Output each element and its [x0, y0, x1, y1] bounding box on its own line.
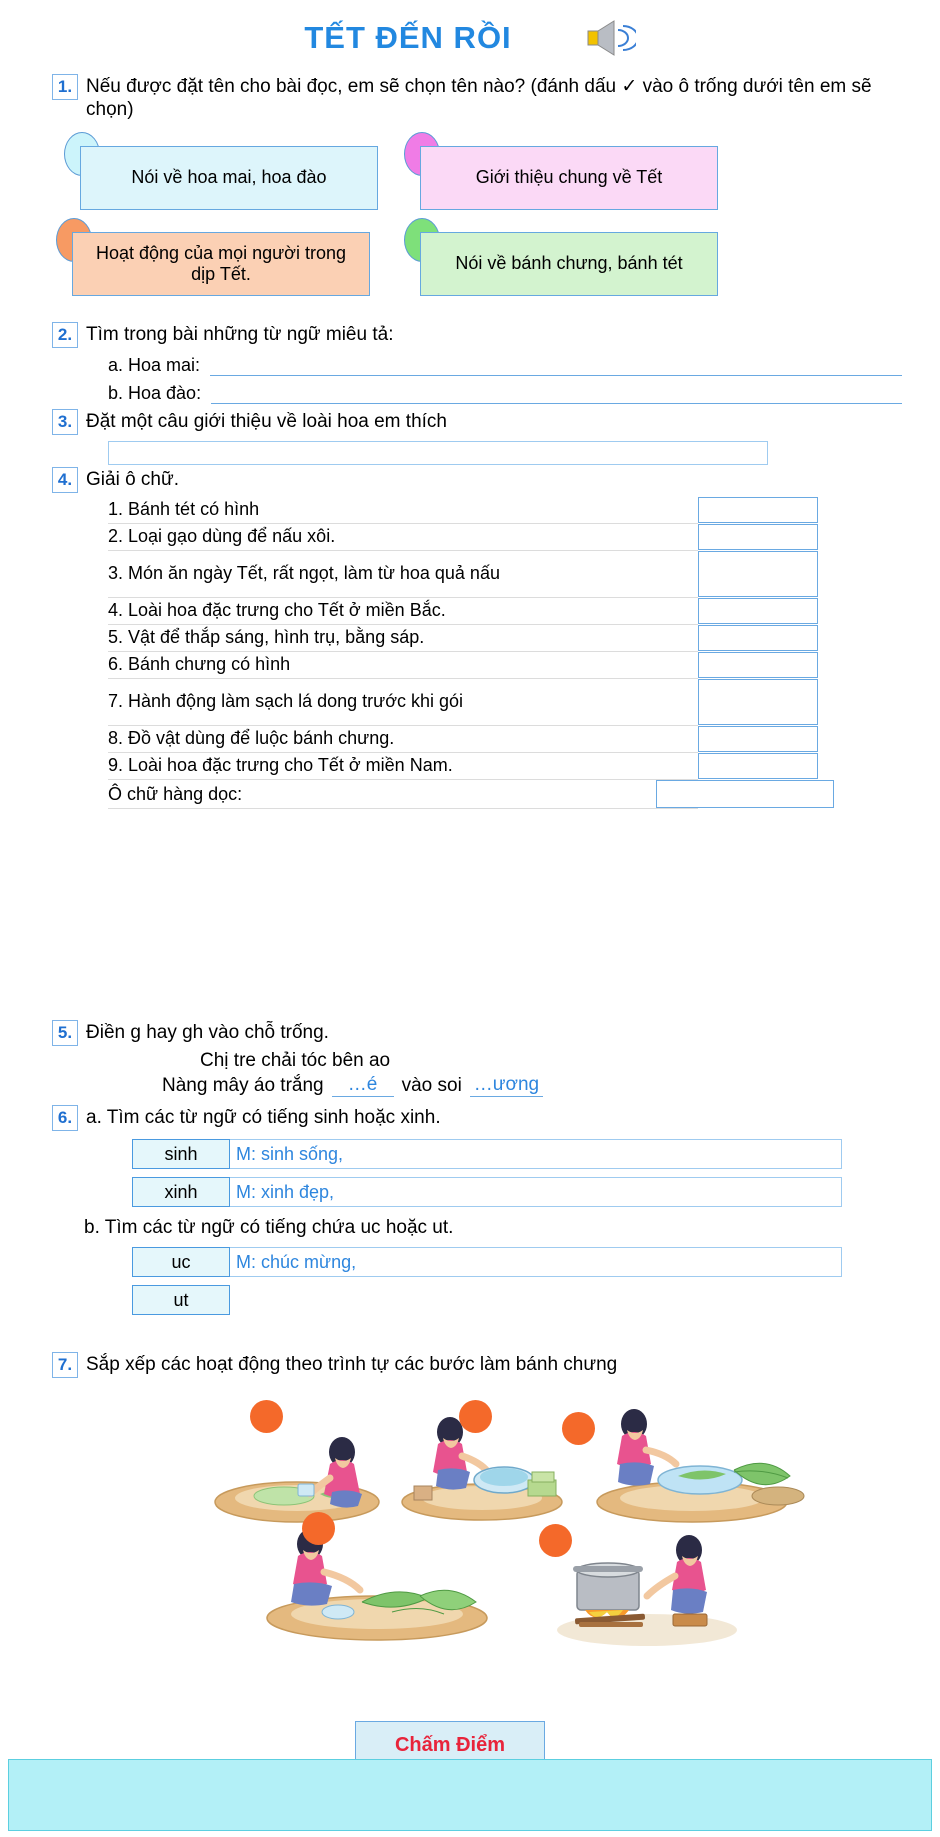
crossword-clue: 1. Bánh tét có hình — [108, 497, 698, 524]
poem-line-2-part-2: vào soi — [401, 1075, 462, 1096]
crossword-answer-input[interactable] — [698, 551, 818, 597]
crossword-answer-input[interactable] — [698, 625, 818, 651]
poem-line-2 — [52, 1074, 922, 1097]
question-4-number: 4. — [52, 467, 78, 493]
table-row — [108, 679, 868, 726]
table-row — [108, 551, 868, 598]
page-header — [0, 0, 940, 62]
vocab-row-sinh — [132, 1139, 842, 1169]
table-row — [108, 726, 868, 753]
question-5-prompt: Điền g hay gh vào chỗ trống. — [86, 1022, 329, 1043]
question-2-item-a — [52, 354, 902, 376]
choice-option-4-label: Nói về bánh chưng, bánh tét — [455, 253, 683, 274]
question-2-number: 2. — [52, 322, 78, 348]
vocab-input-uc[interactable]: M: chúc mừng, — [230, 1247, 842, 1277]
choice-option-1-label: Nói về hoa mai, hoa đào — [131, 167, 327, 188]
question-2-label-a: a. Hoa mai: — [108, 355, 201, 375]
vocab-input-xinh[interactable]: M: xinh đẹp, — [230, 1177, 842, 1207]
question-7-number: 7. — [52, 1352, 78, 1378]
question-2-prompt: Tìm trong bài những từ ngữ miêu tả: — [86, 324, 394, 345]
crossword-answer-input[interactable] — [698, 524, 818, 550]
sequence-marker-5[interactable] — [539, 1524, 572, 1557]
person-boiling-pot-over-fire-illustration[interactable] — [547, 1510, 747, 1650]
crossword-clue: 6. Bánh chưng có hình — [108, 652, 698, 679]
question-4 — [52, 467, 922, 809]
question-5-number: 5. — [52, 1020, 78, 1046]
question-6-prompt-a: a. Tìm các từ ngữ có tiếng sinh hoặc xinh. — [86, 1107, 441, 1128]
sequence-marker-4[interactable] — [302, 1512, 335, 1545]
question-2-label-b: b. Hoa đào: — [108, 383, 202, 403]
table-row — [108, 625, 868, 652]
question-5 — [52, 1020, 922, 1097]
sequence-marker-3[interactable] — [562, 1412, 595, 1445]
poem-line-1: Chị tre chải tóc bên ao — [200, 1050, 391, 1071]
sequence-marker-1[interactable] — [250, 1400, 283, 1433]
crossword-clue: 7. Hành động làm sạch lá dong trước khi gói — [108, 679, 698, 726]
question-3-input[interactable] — [108, 441, 768, 465]
question-2 — [52, 322, 902, 404]
question-1 — [52, 74, 892, 121]
question-7-prompt: Sắp xếp các hoạt động theo trình tự các bước làm bánh chưng — [86, 1354, 618, 1375]
crossword-clue: 2. Loại gạo dùng để nấu xôi. — [108, 524, 698, 551]
question-4-prompt: Giải ô chữ. — [86, 469, 179, 490]
question-3-prompt: Đặt một câu giới thiệu về loài hoa em thích — [86, 411, 447, 432]
sequence-marker-2[interactable] — [459, 1400, 492, 1433]
choice-option-3-label: Hoạt động của mọi người trong dịp Tết. — [96, 242, 346, 284]
crossword-final-label: Ô chữ hàng dọc: — [108, 780, 698, 809]
question-7-image-grid — [162, 1384, 862, 1614]
choice-option-2-label: Giới thiệu chung về Tết — [475, 167, 663, 188]
choice-option-2[interactable] — [420, 146, 718, 210]
crossword-answer-input[interactable] — [698, 497, 818, 523]
vocab-row-uc — [132, 1247, 842, 1277]
table-row — [108, 598, 868, 625]
submit-score-button[interactable]: Chấm Điểm — [355, 1721, 545, 1769]
choice-option-3[interactable] — [72, 232, 370, 296]
question-1-prompt: Nếu được đặt tên cho bài đọc, em sẽ chọn tên nào? (đánh dấu ✓ vào ô trống dưới tên em sẽ chọn) — [86, 76, 872, 121]
person-wrapping-banh-chung-illustration[interactable] — [252, 1516, 502, 1646]
person-with-leaves-and-banana-leaf-illustration[interactable] — [582, 1392, 812, 1527]
crossword-table — [108, 497, 868, 809]
table-row — [108, 652, 868, 679]
poem-blank-1[interactable]: …é — [332, 1074, 394, 1097]
question-6-prompt-b: b. Tìm các từ ngữ có tiếng chứa uc hoặc ut. — [84, 1217, 454, 1238]
person-washing-leaves-illustration[interactable] — [202, 1406, 392, 1526]
crossword-clue: 8. Đồ vật dùng để luộc bánh chưng. — [108, 726, 698, 753]
table-row — [108, 753, 868, 780]
vocab-input-sinh[interactable]: M: sinh sống, — [230, 1139, 842, 1169]
result-panel — [8, 1759, 932, 1831]
question-6-number: 6. — [52, 1105, 78, 1131]
crossword-answer-input[interactable] — [698, 726, 818, 752]
table-row — [108, 780, 868, 809]
crossword-answer-input[interactable] — [698, 652, 818, 678]
crossword-clue: 4. Loài hoa đặc trưng cho Tết ở miền Bắc. — [108, 598, 698, 625]
crossword-clue: 9. Loài hoa đặc trưng cho Tết ở miền Nam. — [108, 753, 698, 780]
question-2-input-b[interactable] — [211, 382, 902, 404]
crossword-answer-input[interactable] — [698, 598, 818, 624]
question-3-number: 3. — [52, 409, 78, 435]
vocab-tag-xinh: xinh — [132, 1177, 230, 1207]
vocab-row-xinh — [132, 1177, 842, 1207]
question-6 — [52, 1105, 932, 1315]
poem-line-2-part-1: Nàng mây áo trắng — [162, 1075, 324, 1096]
crossword-answer-input[interactable] — [698, 679, 818, 725]
question-2-item-b — [52, 382, 902, 404]
question-7 — [52, 1352, 932, 1614]
question-2-input-a[interactable] — [210, 354, 902, 376]
choice-option-1[interactable] — [80, 146, 378, 210]
poem-blank-2[interactable]: …ương — [470, 1074, 543, 1097]
vocab-tag-uc: uc — [132, 1247, 230, 1277]
speaker-audio-icon[interactable] — [582, 18, 636, 58]
crossword-clue: 3. Món ăn ngày Tết, rất ngọt, làm từ hoa quả nấu — [108, 551, 698, 598]
table-row — [108, 497, 868, 524]
question-3 — [52, 409, 902, 465]
crossword-clue: 5. Vật để thắp sáng, hình trụ, bằng sáp. — [108, 625, 698, 652]
vocab-tag-ut[interactable]: ut — [132, 1285, 230, 1315]
question-1-number: 1. — [52, 74, 78, 100]
page-title: TẾT ĐẾN RỒI — [304, 20, 512, 55]
vocab-row-ut — [132, 1285, 230, 1315]
question-1-choices — [60, 132, 930, 317]
question-5-poem — [52, 1050, 922, 1097]
vocab-tag-sinh: sinh — [132, 1139, 230, 1169]
crossword-final-input[interactable] — [656, 780, 834, 808]
crossword-answer-input[interactable] — [698, 753, 818, 779]
table-row — [108, 524, 868, 551]
choice-option-4[interactable] — [420, 232, 718, 296]
